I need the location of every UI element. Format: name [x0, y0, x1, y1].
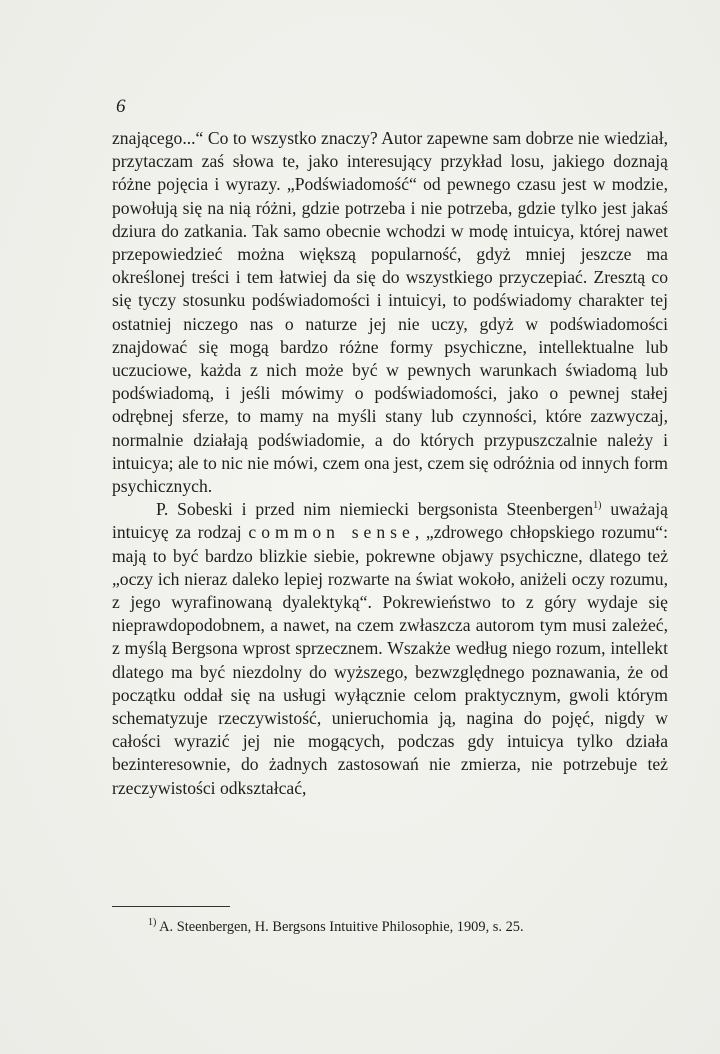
paragraph-2: [112, 498, 668, 800]
footnote: [148, 918, 524, 936]
footnote-text: A. Steenbergen, H. Bergsons Intuitive Philosophie, 1909, s. 25.: [156, 919, 524, 935]
spaced-term: common sense: [248, 522, 415, 543]
footnote-marker: 1): [148, 917, 157, 929]
paragraph-2-middle: uważają intuicyę za rodzaj: [112, 499, 668, 543]
paragraph-1: znającego...“ Co to wszystko znaczy? Autor zapewne sam dobrze nie wiedział, przytaczam zaś słowa te, jako interesujący przykład losu, jakiego doznają różne pojęcia i wyrazy. „Podświadomość“ od pewnego czasu jest w modzie, powołują się na nią różni, gdzie potrzeba i nie potrzeba, gdzie tylko jest jakaś dziura do zatkania. Tak samo obecnie wchodzi w modę intuicya, której nawet przepowiedzieć można większą popularność, gdyż mniej jeszcze ma określonej treści i tem łatwiej da się do wszystkiego przyczepiać. Zresztą co się tyczy stosunku podświadomości i intuicyi, to podświadomy charakter tej ostatniej niczego nas o naturze jej nie uczy, gdyż w podświadomości znajdować się mogą bardzo różne formy psychiczne, intellektualne lub uczuciowe, każda z nich może być w pewnych warunkach świadomą lub podświadomą, i jeśli mówimy o podświadomości, jako o pewnej stałej odrębnej sferze, to mamy na myśli stany lub czynności, które zazwyczaj, normalnie działają podświadomie, a do których przypuszczalnie należy i intuicya; ale to nic nie mówi, czem ona jest, czem się odróżnia od innych form psychicznych.: [112, 128, 668, 497]
footnote-divider: [112, 906, 230, 907]
footnote-reference: 1): [593, 500, 602, 512]
paragraph-2-before: P. Sobeski i przed nim niemiecki bergsonista Steenbergen: [156, 499, 594, 520]
page-number: 6: [116, 96, 126, 117]
paragraph-2-after: , „zdrowego chłopskiego rozumu“: mają to być bardzo blizkie siebie, pokrewne objawy psychiczne, dlatego też „oczy ich nieraz daleko lepiej rozwarte na świat wokoło, aniżeli oczy rozumu, z jego wyrafinowaną dyalektyką“. Pokrewieństwo to z góry wydaje się nieprawdopodobnem, a nawet, na czem zwłaszcza autorom tym musi zależeć, z myślą Bergsona wprost sprzecznem. Wszakże według niego rozum, intellekt dlatego ma być niezdolny do wyższego, bezwzględnego poznawania, że od początku oddał się na usługi wyłącznie celom praktycznym, gwoli którym schematyzuje rzeczywistość, unieruchomia ją, nagina do pojęć, nigdy w całości wyrazić jej nie mogących, podczas gdy intuicya tylko działa bezinteresownie, do żadnych zastosowań nie zmierza, nie potrzebuje też rzeczywistości odkształcać,: [112, 522, 668, 798]
body-text: [112, 127, 668, 800]
